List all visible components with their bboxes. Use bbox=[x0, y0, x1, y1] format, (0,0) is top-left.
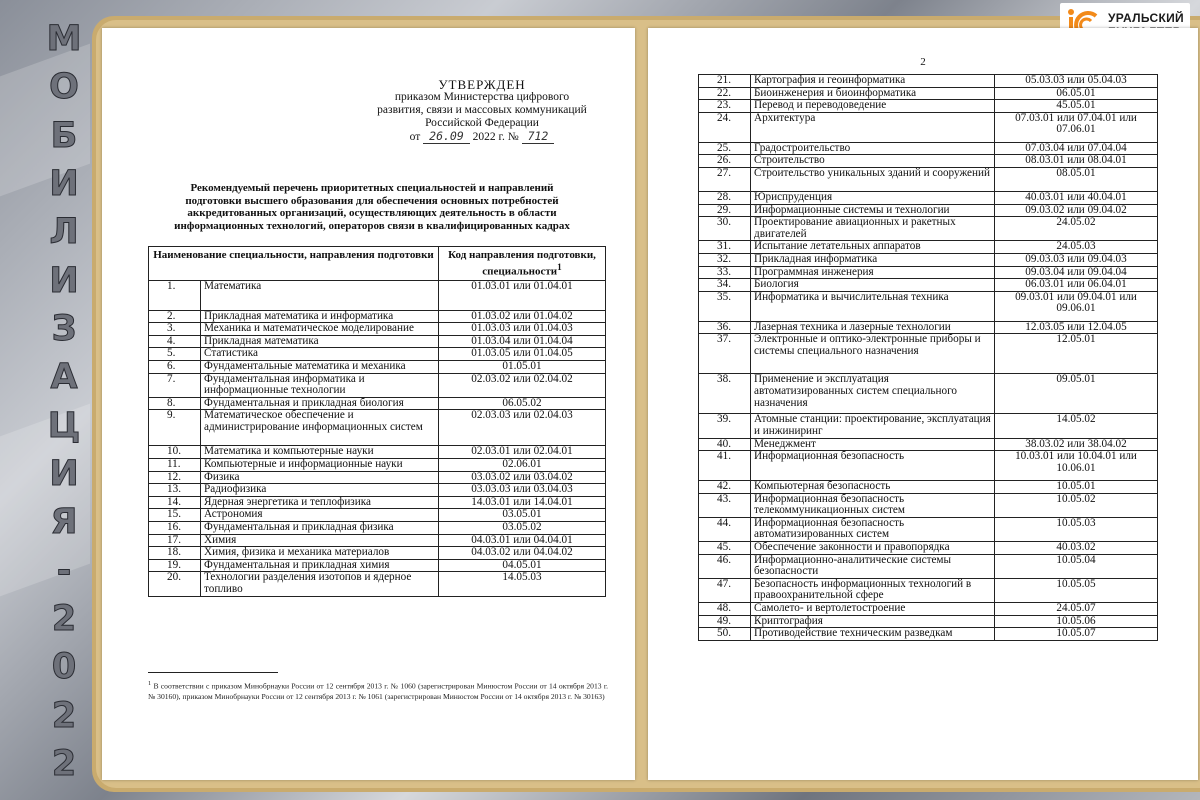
specialties-table-page-2 bbox=[698, 74, 1158, 641]
row-number: 25. bbox=[699, 142, 751, 155]
table-row bbox=[149, 534, 606, 547]
row-code: 01.03.01 или 01.04.01 bbox=[439, 280, 606, 310]
row-code: 05.03.03 или 05.04.03 bbox=[995, 75, 1158, 88]
row-name: Химия, физика и механика материалов bbox=[201, 547, 439, 560]
table-row bbox=[149, 280, 606, 310]
row-name: Фундаментальная и прикладная химия bbox=[201, 559, 439, 572]
row-number: 13. bbox=[149, 484, 201, 497]
row-name: Обеспечение законности и правопорядка bbox=[751, 542, 995, 555]
row-code: 09.03.01 или 09.04.01 или 09.06.01 bbox=[995, 291, 1158, 321]
header-name: Наименование специальности, направления подготовки bbox=[149, 247, 439, 281]
row-number: 48. bbox=[699, 603, 751, 616]
table-row bbox=[699, 578, 1158, 602]
row-code: 01.03.02 или 01.04.02 bbox=[439, 310, 606, 323]
row-number: 36. bbox=[699, 321, 751, 334]
row-number: 11. bbox=[149, 459, 201, 472]
header-code-text: Код направления подготовки, специальности bbox=[448, 249, 596, 278]
table-header-row bbox=[149, 247, 606, 281]
row-number: 31. bbox=[699, 241, 751, 254]
table-row bbox=[149, 547, 606, 560]
row-code: 10.05.06 bbox=[995, 615, 1158, 628]
row-name: Атомные станции: проектирование, эксплуатация и инжиниринг bbox=[751, 414, 995, 438]
table-row bbox=[149, 348, 606, 361]
side-letter: 2 bbox=[51, 695, 77, 736]
row-code: 04.03.02 или 04.04.02 bbox=[439, 547, 606, 560]
row-name: Противодействие техническим разведкам bbox=[751, 628, 995, 641]
row-code: 40.03.02 bbox=[995, 542, 1158, 555]
row-name: Самолето- и вертолетостроение bbox=[751, 603, 995, 616]
row-code: 08.05.01 bbox=[995, 167, 1158, 191]
row-number: 47. bbox=[699, 578, 751, 602]
row-code: 07.03.01 или 07.04.01 или 07.06.01 bbox=[995, 112, 1158, 142]
table-row bbox=[149, 572, 606, 596]
side-letter: О bbox=[49, 67, 79, 108]
row-code: 10.05.03 bbox=[995, 517, 1158, 541]
row-number: 40. bbox=[699, 438, 751, 451]
row-number: 34. bbox=[699, 279, 751, 292]
row-code: 10.05.02 bbox=[995, 493, 1158, 517]
row-number: 3. bbox=[149, 323, 201, 336]
table-row bbox=[699, 451, 1158, 481]
table-row bbox=[699, 266, 1158, 279]
row-name: Прикладная математика и информатика bbox=[201, 310, 439, 323]
table-row bbox=[149, 335, 606, 348]
row-number: 4. bbox=[149, 335, 201, 348]
row-name: Информационная безопасность телекоммуникационных систем bbox=[751, 493, 995, 517]
footnote-text: В соответствии с приказом Минобрнауки России от 12 сентября 2013 г. № 1060 (зарегистрирован Минюстом России от 14 октября 2013 г. № 30160), приказом Минобрнауки России от 12 сентября 2013 г. № 1061 (зарегистрирован Минюстом России от 14 октября 2013 г. № 30163) bbox=[148, 681, 608, 701]
handwritten-number: 712 bbox=[522, 130, 555, 144]
table-row bbox=[149, 484, 606, 497]
row-name: Математика и компьютерные науки bbox=[201, 446, 439, 459]
table-row bbox=[699, 334, 1158, 374]
row-name: Биология bbox=[751, 279, 995, 292]
row-number: 20. bbox=[149, 572, 201, 596]
row-number: 35. bbox=[699, 291, 751, 321]
approval-block bbox=[352, 78, 612, 144]
row-number: 2. bbox=[149, 310, 201, 323]
row-number: 18. bbox=[149, 547, 201, 560]
row-code: 10.05.01 bbox=[995, 481, 1158, 494]
row-name: Фундаментальная и прикладная биология bbox=[201, 397, 439, 410]
row-name: Фундаментальная и прикладная физика bbox=[201, 521, 439, 534]
row-name: Биоинженерия и биоинформатика bbox=[751, 87, 995, 100]
logo-line-1: УРАЛЬСКИЙ bbox=[1108, 11, 1184, 25]
table-row bbox=[149, 373, 606, 397]
table-row bbox=[149, 471, 606, 484]
row-name: Информационные системы и технологии bbox=[751, 204, 995, 217]
table-row bbox=[149, 361, 606, 374]
table-row bbox=[149, 310, 606, 323]
row-code: 06.03.01 или 06.04.01 bbox=[995, 279, 1158, 292]
row-number: 15. bbox=[149, 509, 201, 522]
side-letter: М bbox=[46, 19, 82, 59]
table-row bbox=[699, 279, 1158, 292]
row-number: 39. bbox=[699, 414, 751, 438]
row-number: 28. bbox=[699, 191, 751, 204]
side-letter: 2 bbox=[51, 598, 77, 639]
row-code: 03.03.03 или 03.04.03 bbox=[439, 484, 606, 497]
row-number: 32. bbox=[699, 253, 751, 266]
row-number: 24. bbox=[699, 112, 751, 142]
document-title: Рекомендуемый перечень приоритетных специальностей и направлений подготовки высшего образования для обеспечения основных потребностей аккредитованных организаций, осуществляющих деятельность в области информационных технологий, операторов связи в квалифицированных кадрах bbox=[174, 182, 570, 232]
row-number: 42. bbox=[699, 481, 751, 494]
header-code bbox=[439, 247, 606, 281]
row-number: 50. bbox=[699, 628, 751, 641]
row-code: 09.05.01 bbox=[995, 374, 1158, 414]
row-code: 14.05.03 bbox=[439, 572, 606, 596]
row-name: Применение и эксплуатация автоматизированных систем специального назначения bbox=[751, 374, 995, 414]
row-number: 27. bbox=[699, 167, 751, 191]
table-row bbox=[699, 87, 1158, 100]
row-code: 09.03.03 или 09.04.03 bbox=[995, 253, 1158, 266]
row-code: 02.06.01 bbox=[439, 459, 606, 472]
row-number: 5. bbox=[149, 348, 201, 361]
table-row bbox=[699, 517, 1158, 541]
side-letter: Б bbox=[50, 115, 78, 156]
row-name: Строительство уникальных зданий и сооружений bbox=[751, 167, 995, 191]
row-code: 12.03.05 или 12.04.05 bbox=[995, 321, 1158, 334]
row-name: Информационная безопасность автоматизированных систем bbox=[751, 517, 995, 541]
row-code: 10.05.05 bbox=[995, 578, 1158, 602]
footnote-divider bbox=[148, 672, 278, 673]
row-name: Картография и геоинформатика bbox=[751, 75, 995, 88]
table-row bbox=[149, 323, 606, 336]
table-row bbox=[149, 446, 606, 459]
approval-line-3: Российской Федерации bbox=[425, 117, 539, 129]
table-row bbox=[699, 100, 1158, 113]
row-number: 8. bbox=[149, 397, 201, 410]
side-letter: 2 bbox=[51, 743, 77, 784]
side-letter: И bbox=[49, 163, 79, 204]
side-letter: - bbox=[56, 550, 72, 591]
side-letter: 0 bbox=[51, 647, 77, 688]
row-name: Фундаментальная информатика и информационные технологии bbox=[201, 373, 439, 397]
table-row bbox=[699, 142, 1158, 155]
table-row bbox=[699, 241, 1158, 254]
table-row bbox=[149, 397, 606, 410]
row-code: 09.03.02 или 09.04.02 bbox=[995, 204, 1158, 217]
row-name: Прикладная математика bbox=[201, 335, 439, 348]
row-name: Безопасность информационных технологий в правоохранительной сфере bbox=[751, 578, 995, 602]
row-number: 43. bbox=[699, 493, 751, 517]
row-name: Лазерная техника и лазерные технологии bbox=[751, 321, 995, 334]
table-row bbox=[699, 438, 1158, 451]
row-name: Строительство bbox=[751, 155, 995, 168]
row-number: 26. bbox=[699, 155, 751, 168]
row-name: Статистика bbox=[201, 348, 439, 361]
row-code: 14.05.02 bbox=[995, 414, 1158, 438]
row-number: 9. bbox=[149, 410, 201, 446]
row-code: 03.05.02 bbox=[439, 521, 606, 534]
row-number: 29. bbox=[699, 204, 751, 217]
table-row bbox=[699, 112, 1158, 142]
footnote-sup: 1 bbox=[148, 680, 152, 687]
side-letter: Ц bbox=[47, 405, 81, 446]
row-code: 02.03.02 или 02.04.02 bbox=[439, 373, 606, 397]
row-number: 12. bbox=[149, 471, 201, 484]
row-name: Компьютерные и информационные науки bbox=[201, 459, 439, 472]
table-row bbox=[699, 414, 1158, 438]
page-number: 2 bbox=[920, 56, 926, 68]
row-name: Градостроительство bbox=[751, 142, 995, 155]
table-row bbox=[149, 509, 606, 522]
row-name: Радиофизика bbox=[201, 484, 439, 497]
row-name: Менеджмент bbox=[751, 438, 995, 451]
row-number: 21. bbox=[699, 75, 751, 88]
row-code: 01.03.03 или 01.04.03 bbox=[439, 323, 606, 336]
row-number: 33. bbox=[699, 266, 751, 279]
table-row bbox=[699, 253, 1158, 266]
row-code: 24.05.07 bbox=[995, 603, 1158, 616]
table-row bbox=[699, 493, 1158, 517]
row-number: 19. bbox=[149, 559, 201, 572]
date-suffix: 2022 г. № bbox=[472, 131, 519, 143]
side-letter: З bbox=[51, 308, 77, 349]
date-prefix: от bbox=[409, 131, 421, 143]
table-row bbox=[149, 459, 606, 472]
table-row bbox=[699, 217, 1158, 241]
row-code: 10.03.01 или 10.04.01 или 10.06.01 bbox=[995, 451, 1158, 481]
row-name: Перевод и переводоведение bbox=[751, 100, 995, 113]
row-code: 09.03.04 или 09.04.04 bbox=[995, 266, 1158, 279]
table-row bbox=[699, 374, 1158, 414]
row-code: 04.05.01 bbox=[439, 559, 606, 572]
row-name: Прикладная информатика bbox=[751, 253, 995, 266]
row-name: Физика bbox=[201, 471, 439, 484]
row-name: Испытание летательных аппаратов bbox=[751, 241, 995, 254]
row-number: 46. bbox=[699, 554, 751, 578]
table-row bbox=[699, 167, 1158, 191]
row-code: 06.05.02 bbox=[439, 397, 606, 410]
row-code: 07.03.04 или 07.04.04 bbox=[995, 142, 1158, 155]
row-name: Информационно-аналитические системы безопасности bbox=[751, 554, 995, 578]
row-code: 01.03.04 или 01.04.04 bbox=[439, 335, 606, 348]
row-name: Химия bbox=[201, 534, 439, 547]
table-row bbox=[699, 291, 1158, 321]
row-number: 49. bbox=[699, 615, 751, 628]
approval-line-2: развития, связи и массовых коммуникаций bbox=[377, 104, 587, 116]
header-code-sup: 1 bbox=[557, 262, 562, 272]
table-row bbox=[699, 481, 1158, 494]
row-name: Программная инженерия bbox=[751, 266, 995, 279]
row-code: 08.03.01 или 08.04.01 bbox=[995, 155, 1158, 168]
table-row bbox=[699, 204, 1158, 217]
row-name: Информатика и вычислительная техника bbox=[751, 291, 995, 321]
handwritten-date: 26.09 bbox=[423, 130, 470, 144]
row-name: Фундаментальные математика и механика bbox=[201, 361, 439, 374]
side-letter: Л bbox=[49, 212, 79, 253]
approval-line-1: приказом Министерства цифрового bbox=[394, 91, 570, 103]
row-code: 10.05.07 bbox=[995, 628, 1158, 641]
row-code: 45.05.01 bbox=[995, 100, 1158, 113]
row-number: 17. bbox=[149, 534, 201, 547]
side-letter: А bbox=[50, 357, 78, 398]
side-letter: И bbox=[49, 453, 79, 494]
table-row bbox=[699, 155, 1158, 168]
row-code: 14.03.01 или 14.04.01 bbox=[439, 496, 606, 509]
row-code: 01.05.01 bbox=[439, 361, 606, 374]
row-number: 7. bbox=[149, 373, 201, 397]
table-row bbox=[699, 628, 1158, 641]
table-row bbox=[699, 542, 1158, 555]
row-code: 38.03.02 или 38.04.02 bbox=[995, 438, 1158, 451]
row-name: Математическое обеспечение и администрирование информационных систем bbox=[201, 410, 439, 446]
row-name: Ядерная энергетика и теплофизика bbox=[201, 496, 439, 509]
table-row bbox=[699, 75, 1158, 88]
row-number: 44. bbox=[699, 517, 751, 541]
table-row bbox=[149, 521, 606, 534]
row-code: 12.05.01 bbox=[995, 334, 1158, 374]
table-row bbox=[699, 603, 1158, 616]
table-row bbox=[149, 559, 606, 572]
row-number: 22. bbox=[699, 87, 751, 100]
table-row bbox=[149, 410, 606, 446]
row-name: Архитектура bbox=[751, 112, 995, 142]
document-page-2 bbox=[648, 28, 1198, 780]
row-number: 23. bbox=[699, 100, 751, 113]
row-number: 16. bbox=[149, 521, 201, 534]
row-name: Криптография bbox=[751, 615, 995, 628]
row-name: Юриспруденция bbox=[751, 191, 995, 204]
row-code: 02.03.01 или 02.04.01 bbox=[439, 446, 606, 459]
row-name: Технологии разделения изотопов и ядерное топливо bbox=[201, 572, 439, 596]
row-code: 24.05.03 bbox=[995, 241, 1158, 254]
row-number: 41. bbox=[699, 451, 751, 481]
row-number: 45. bbox=[699, 542, 751, 555]
row-name: Электронные и оптико-электронные приборы и системы специального назначения bbox=[751, 334, 995, 374]
row-number: 38. bbox=[699, 374, 751, 414]
row-number: 14. bbox=[149, 496, 201, 509]
row-code: 40.03.01 или 40.04.01 bbox=[995, 191, 1158, 204]
table-row bbox=[149, 496, 606, 509]
row-code: 24.05.02 bbox=[995, 217, 1158, 241]
table-row bbox=[699, 554, 1158, 578]
table-row bbox=[699, 191, 1158, 204]
row-number: 30. bbox=[699, 217, 751, 241]
row-number: 37. bbox=[699, 334, 751, 374]
table-row bbox=[699, 321, 1158, 334]
row-name: Механика и математическое моделирование bbox=[201, 323, 439, 336]
row-code: 02.03.03 или 02.04.03 bbox=[439, 410, 606, 446]
row-code: 04.03.01 или 04.04.01 bbox=[439, 534, 606, 547]
table-row bbox=[699, 615, 1158, 628]
side-letter: И bbox=[49, 260, 79, 301]
row-code: 03.05.01 bbox=[439, 509, 606, 522]
row-name: Компьютерная безопасность bbox=[751, 481, 995, 494]
row-name: Астрономия bbox=[201, 509, 439, 522]
side-letter: Я bbox=[50, 502, 78, 543]
row-code: 01.03.05 или 01.04.05 bbox=[439, 348, 606, 361]
row-name: Информационная безопасность bbox=[751, 451, 995, 481]
document-page-1 bbox=[102, 28, 635, 780]
row-code: 10.05.04 bbox=[995, 554, 1158, 578]
row-code: 03.03.02 или 03.04.02 bbox=[439, 471, 606, 484]
approval-date-line bbox=[352, 130, 612, 144]
row-name: Математика bbox=[201, 280, 439, 310]
side-banner-text bbox=[36, 19, 92, 784]
row-number: 1. bbox=[149, 280, 201, 310]
row-number: 10. bbox=[149, 446, 201, 459]
row-name: Проектирование авиационных и ракетных двигателей bbox=[751, 217, 995, 241]
row-number: 6. bbox=[149, 361, 201, 374]
footnote bbox=[148, 679, 608, 702]
approval-title: УТВЕРЖДЕН bbox=[438, 77, 526, 92]
specialties-table-page-1 bbox=[148, 246, 606, 597]
row-code: 06.05.01 bbox=[995, 87, 1158, 100]
